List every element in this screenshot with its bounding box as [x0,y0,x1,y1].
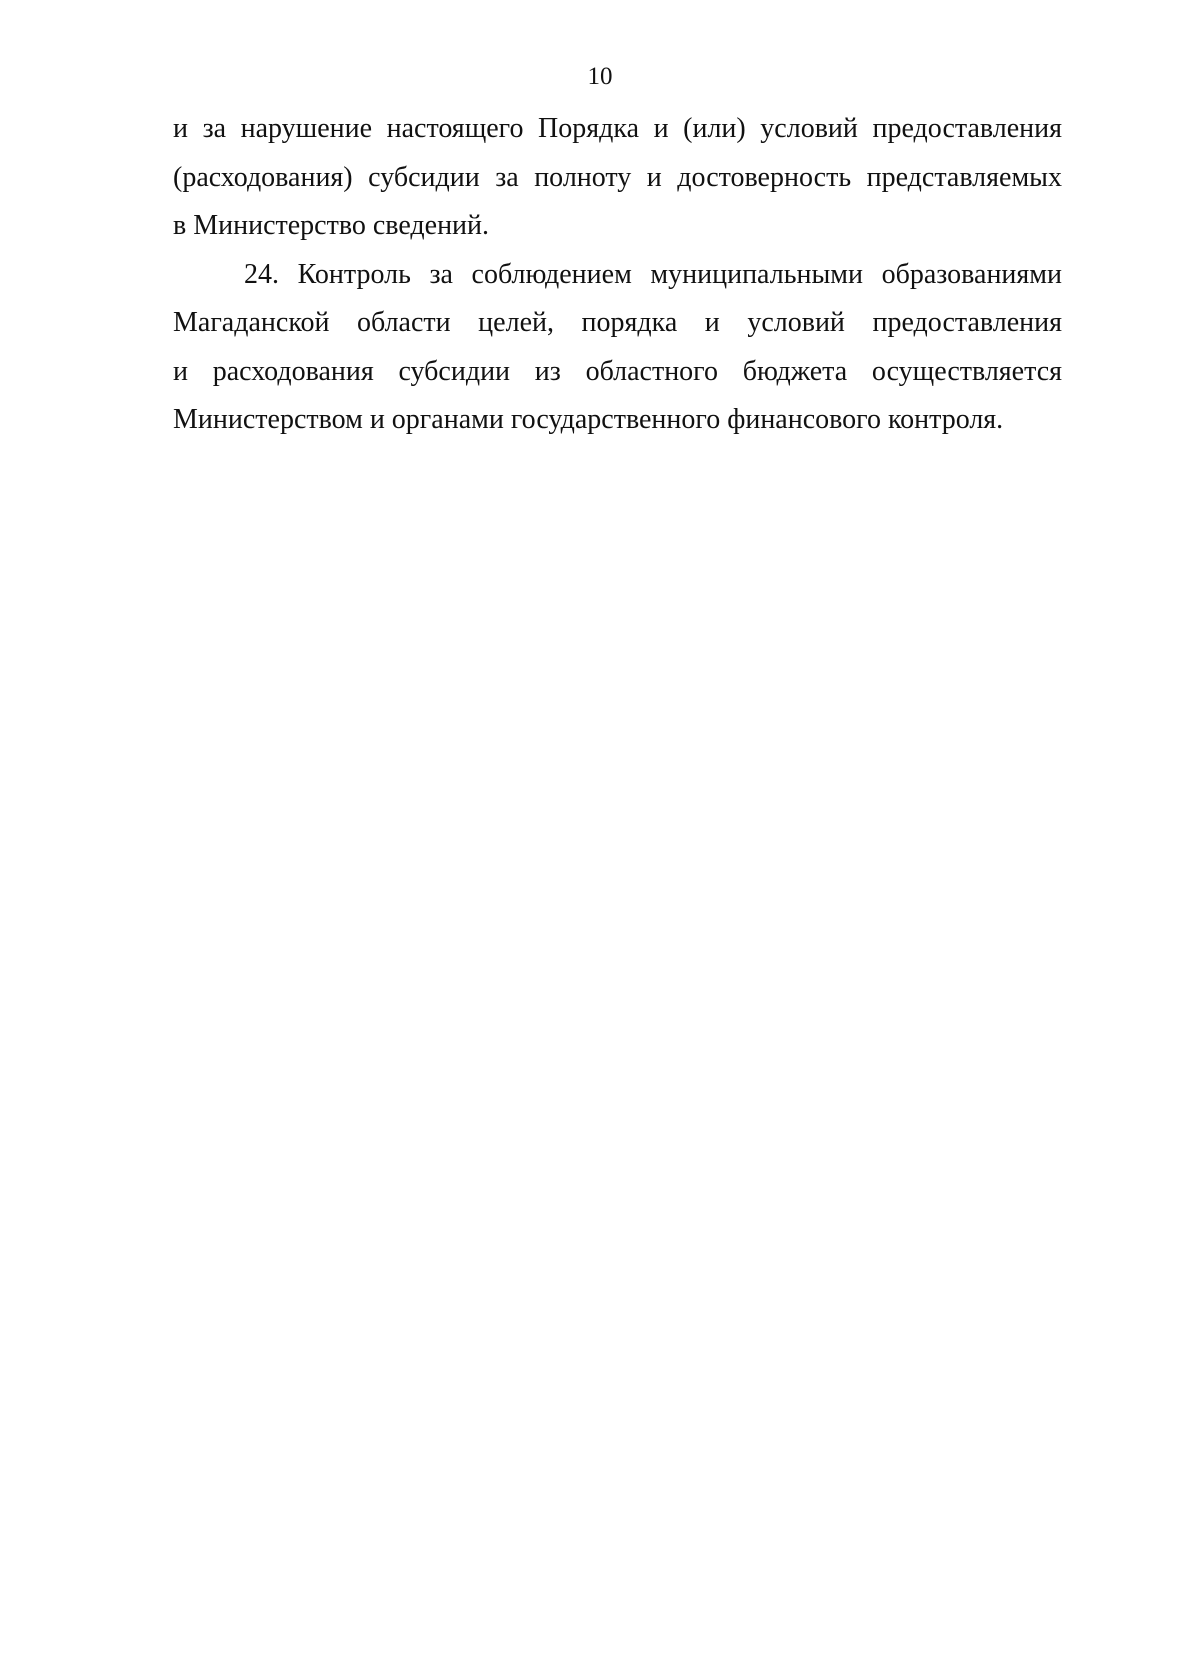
text-line: и за нарушение настоящего Порядка и (или) условий предоставления [173,113,1062,144]
paragraph-continuation [173,105,1062,251]
text-line: 24. Контроль за соблюдением муниципальными образованиями [244,258,1062,290]
text-line: Магаданской области целей, порядка и условий предоставления [173,307,1062,338]
paragraph-24 [173,251,1062,445]
text-line: в Министерство сведений. [173,210,490,241]
text-line: и расходования субсидии из областного бюджета осуществляется [173,355,1062,387]
text-line: (расходования) субсидии за полноту и достоверность представляемых [173,161,1062,193]
text-line: Министерством и органами государственного финансового контроля. [173,404,1004,435]
page-number: 10 [587,63,613,90]
document-body [173,105,1062,445]
